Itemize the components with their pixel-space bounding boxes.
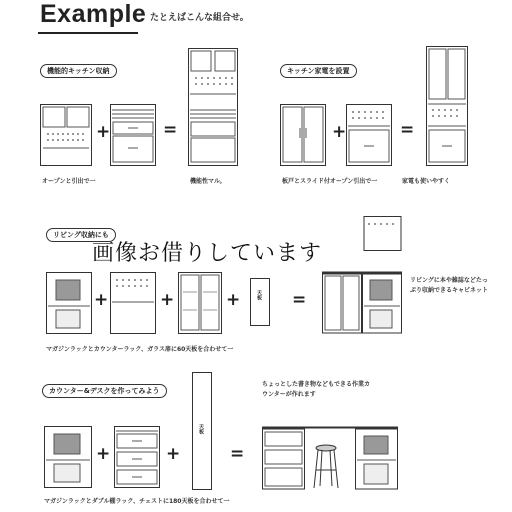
plus-operator: + (96, 122, 111, 142)
equals-operator: = (400, 120, 415, 140)
double-shelf-rack-illustration (114, 426, 160, 488)
title-underline (38, 32, 138, 34)
plus-operator: + (226, 290, 241, 310)
section-label-living-storage: リビング収納にも (46, 228, 116, 242)
plus-operator: + (160, 290, 175, 310)
counter-rack-illustration (110, 272, 156, 334)
open-cabinet-illustration (40, 104, 92, 166)
section-label-kitchen-appliances: キッチン家電を設置 (280, 64, 357, 78)
plus-operator: + (332, 122, 347, 142)
section-label-counter-desk: カウンター&デスクを作ってみよう (42, 384, 167, 398)
top-board-60-illustration (250, 278, 270, 326)
page-subtitle: たとえばこんな組合せ。 (150, 13, 249, 23)
equals-operator: = (230, 444, 245, 464)
magazine-rack-illustration (44, 426, 92, 488)
caption-appliance-left: 板戸とスライド付オープン引出で一 (282, 178, 378, 185)
plus-operator: + (96, 444, 111, 464)
magazine-rack-illustration (46, 272, 92, 334)
slide-drawer-unit-illustration (346, 104, 392, 166)
image-credit-overlay: 画像お借りしています (92, 241, 323, 266)
equals-operator: = (292, 290, 307, 310)
top-board-180-label: 天板 (198, 424, 204, 434)
page-title: Example (40, 0, 147, 28)
caption-living: マガジンラックとカウンターラック、ガラス扉に60天板を合わせて一 (46, 346, 234, 353)
caption-kitchen-left: オープンと引出で一 (42, 178, 96, 185)
top-board-60-label: 天板 (256, 290, 262, 300)
caption-appliance-right: 家電も使いやすく (402, 178, 451, 185)
living-storage-result-illustration (322, 216, 402, 334)
plus-operator: + (166, 444, 181, 464)
caption-kitchen-right: 機能性マル。 (190, 178, 226, 185)
panel-door-cabinet-illustration (280, 104, 326, 166)
glass-door-cabinet-illustration (178, 272, 222, 334)
plus-operator: + (94, 290, 109, 310)
caption-counter: マガジンラックとダブル棚ラック、チェストに180天板を合わせて一 (44, 498, 230, 505)
kitchen-storage-result-illustration (188, 48, 238, 166)
side-note-counter: ちょっとした書き物などもできる作業カウンターが作れます (262, 381, 371, 398)
section-label-kitchen-storage: 機能的キッチン収納 (40, 64, 117, 78)
kitchen-appliance-result-illustration (426, 46, 468, 166)
counter-desk-result-illustration (262, 426, 398, 490)
equals-operator: = (163, 120, 178, 140)
side-note-living: リビングに本や雑誌などたっぷり収納できるキャビネット (410, 277, 489, 294)
drawer-unit-illustration (110, 104, 156, 166)
